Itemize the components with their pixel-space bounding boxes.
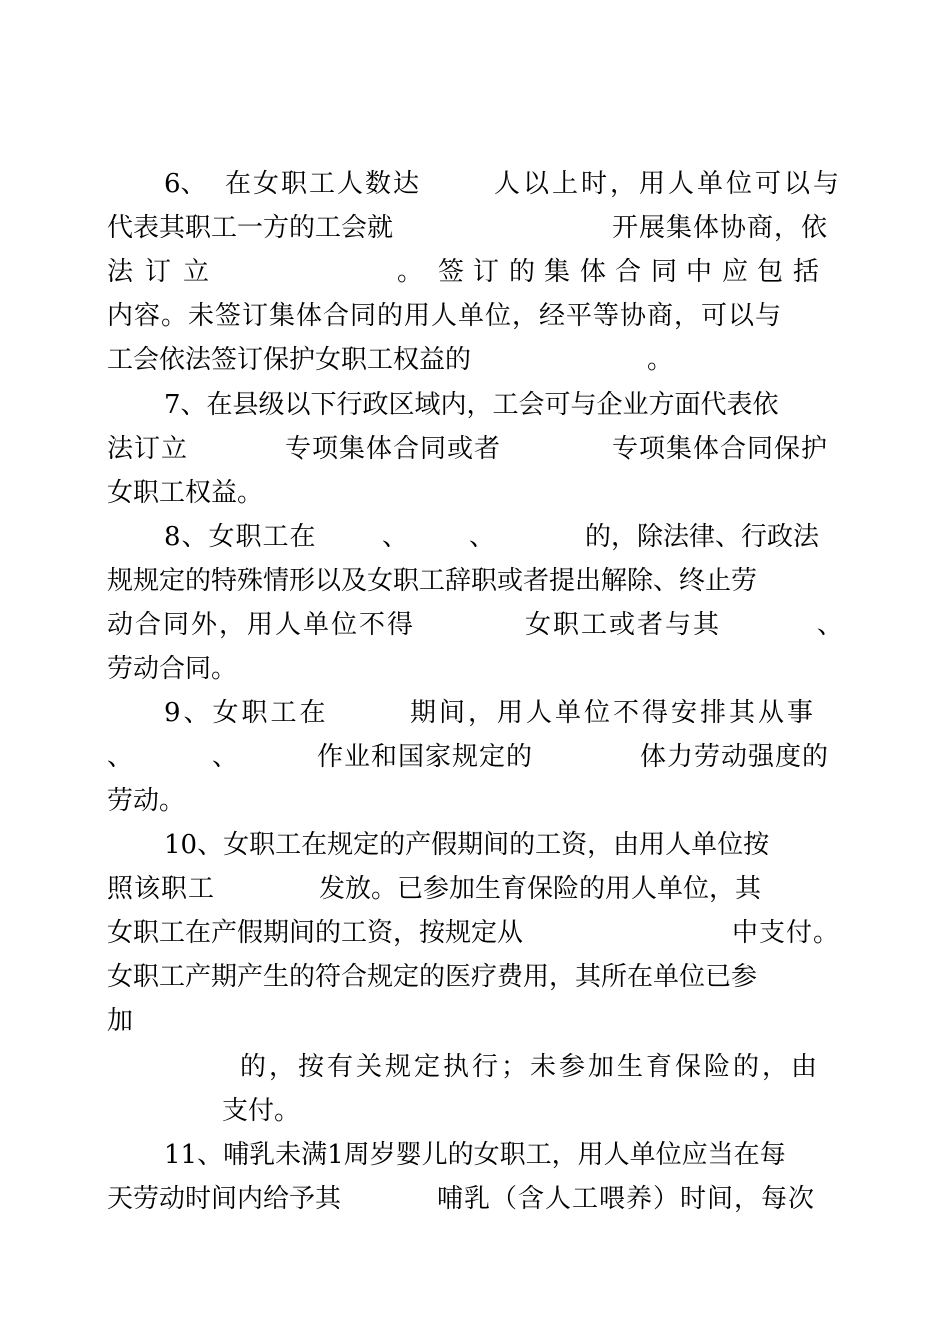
text-segment: 代表其职工一方的工会就 xyxy=(107,213,394,243)
char: 订 xyxy=(145,257,172,287)
text-line-item-10 xyxy=(107,823,842,867)
char: 同 xyxy=(651,257,678,287)
text-line-item-6 xyxy=(107,162,842,206)
text-segment: 劳动。 xyxy=(107,786,186,816)
char: 法 xyxy=(107,257,134,287)
text-segment: 开展集体协商，依 xyxy=(612,213,829,243)
text-segment: 专项集体合同或者 xyxy=(285,434,502,464)
text-line-item-7 xyxy=(107,383,842,427)
text-segment: 动合同外，用人单位不得 xyxy=(107,610,416,640)
text-segment: 。 xyxy=(647,345,674,375)
text-segment: 期间，用人单位不得安排其从事 xyxy=(410,698,817,728)
text-line-item-11 xyxy=(107,1133,842,1177)
text-segment: 天劳动时间内给予其 xyxy=(107,1184,342,1214)
text-segment: 8、女职工在 xyxy=(164,522,317,552)
text-segment: 10、女职工在规定的产假期间的工资，由用人单位按 xyxy=(164,830,770,860)
text-line xyxy=(107,427,842,471)
text-segment: 女职工在产假期间的工资，按规定从 xyxy=(107,918,524,948)
text-line xyxy=(107,867,842,911)
text-segment: 女职工产期产生的符合规定的医疗费用，其所在单位已参 xyxy=(107,962,758,992)
text-segment: 在女职工人数达 xyxy=(225,169,422,199)
char: 括 xyxy=(793,257,820,287)
text-line xyxy=(107,1177,842,1221)
text-line xyxy=(107,206,842,250)
char: 。 xyxy=(397,257,424,287)
char: 的 xyxy=(509,257,536,287)
text-segment: 劳动合同。 xyxy=(107,654,238,684)
char: 中 xyxy=(686,257,713,287)
text-line xyxy=(107,647,842,691)
text-segment: 11、哺乳未满1周岁婴儿的女职工，用人单位应当在每 xyxy=(164,1140,786,1170)
text-segment: 女职工权益。 xyxy=(107,478,264,508)
text-line xyxy=(107,1045,842,1089)
text-line xyxy=(107,1089,842,1133)
text-line-item-8 xyxy=(107,515,842,559)
text-line xyxy=(107,999,842,1043)
text-segment: 法订立 xyxy=(107,434,189,464)
text-line xyxy=(107,603,842,647)
text-segment: 、 xyxy=(469,522,496,552)
char: 合 xyxy=(615,257,642,287)
char: 体 xyxy=(580,257,607,287)
text-line xyxy=(107,250,842,294)
text-segment: 作业和国家规定的 xyxy=(317,742,534,772)
text-segment: 工会依法签订保护女职工权益的 xyxy=(107,345,472,375)
text-segment: 、 xyxy=(382,522,409,552)
text-segment: 支付。 xyxy=(222,1096,301,1126)
char: 立 xyxy=(183,257,210,287)
text-segment: 9、女职工在 xyxy=(164,698,329,728)
text-segment: 、 xyxy=(817,610,844,640)
text-line xyxy=(107,779,842,823)
text-segment: 7、在县级以下行政区域内，工会可与企业方面代表依 xyxy=(164,390,779,420)
text-line-item-9 xyxy=(107,691,842,735)
char: 应 xyxy=(722,257,749,287)
text-segment: 人以上时，用人单位可以与 xyxy=(494,169,843,199)
text-segment: 规规定的特殊情形以及女职工辞职或者提出解除、终止劳 xyxy=(107,566,758,596)
text-segment: 加 xyxy=(107,1006,134,1036)
text-line xyxy=(107,911,842,955)
char: 包 xyxy=(757,257,784,287)
char: 集 xyxy=(544,257,571,287)
text-segment: 的，按有关规定执行；未参加生育保险的，由 xyxy=(240,1052,821,1082)
text-segment: 女职工或者与其 xyxy=(525,610,722,640)
text-segment: 专项集体合同保护 xyxy=(612,434,829,464)
text-segment: 内容。未签订集体合同的用人单位，经平等协商，可以与 xyxy=(107,301,783,331)
text-line xyxy=(107,559,842,603)
text-line xyxy=(107,955,842,999)
char: 订 xyxy=(473,257,500,287)
item-number: 6、 xyxy=(164,169,207,199)
text-segment: 中支付。 xyxy=(732,918,841,948)
text-line xyxy=(107,294,842,338)
text-segment: 照该职工 xyxy=(107,874,216,904)
text-segment: 、 xyxy=(212,742,239,772)
text-line xyxy=(107,471,842,515)
text-line xyxy=(107,735,842,779)
text-segment: 的，除法律、行政法 xyxy=(585,522,820,552)
text-segment: 哺乳（含人工喂养）时间，每次 xyxy=(437,1184,816,1214)
text-segment: 、 xyxy=(107,742,134,772)
text-segment: 体力劳动强度的 xyxy=(640,742,830,772)
text-line xyxy=(107,338,842,382)
text-segment: 发放。已参加生育保险的用人单位，其 xyxy=(319,874,762,904)
char: 签 xyxy=(438,257,465,287)
